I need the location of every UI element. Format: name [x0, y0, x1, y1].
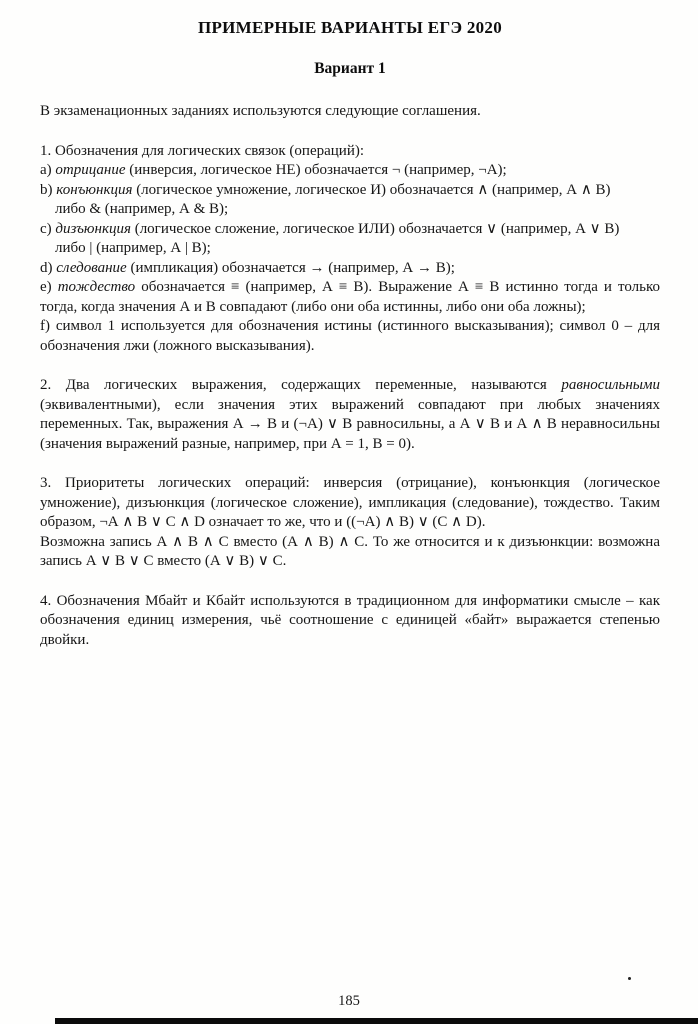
page-title: ПРИМЕРНЫЕ ВАРИАНТЫ ЕГЭ 2020	[197, 18, 503, 37]
paragraph-2-text: (эквивалентными), если значения этих выражений совпадают при любых значениях переменных. Так, выражения А → В и (¬А) ∨ В равносильны, а А ∨ В и А ∧ В неравносильны (значения выражений разные, например, при А = 1, В = 0).	[40, 396, 660, 452]
paragraph-3: 3. Приоритеты логических операций: инверсия (отрицание), конъюнкция (логическое умножение), дизъюнкция (логическое сложение), импликация (следование), тождество. Таким образом, ¬А ∧ В ∨ С ∧ D означает то же, что и ((¬А) ∧ В) ∨ (С ∧ D).	[40, 475, 660, 530]
paragraph-2-prefix: 2. Два логических выражения, содержащих переменные, называются	[40, 377, 562, 393]
paragraph-2	[40, 376, 660, 454]
list-item-b	[40, 181, 660, 220]
scan-artifact-bottom-edge	[55, 1018, 698, 1024]
scan-speck	[628, 977, 631, 980]
paragraph-2-term: равносильными	[561, 377, 660, 393]
list-item-a	[40, 161, 660, 181]
item-b-prefix: b)	[40, 181, 57, 198]
notation-list	[40, 161, 660, 356]
item-a-prefix: a)	[40, 162, 56, 178]
item-e-text: обозначается ≡ (например, А ≡ В). Выражение А ≡ В истинно тогда и только тогда, когда значения А и В совпадают (либо они оба истинны, либо они оба ложны);	[40, 279, 660, 315]
item-e-term: тождество	[57, 279, 136, 295]
paragraph-3-continuation: Возможна запись А ∧ В ∧ С вместо (А ∧ В) ∧ С. То же относится и к дизъюнкции: возможна запись А ∨ В ∨ С вместо (А ∨ В) ∨ С.	[40, 533, 660, 569]
item-c-continuation: либо | (например, А | В);	[55, 240, 211, 256]
intro-paragraph: В экзаменационных заданиях используются следующие соглашения.	[40, 103, 481, 119]
item-d-text: (импликация) обозначается → (например, А → В);	[126, 259, 455, 276]
paragraph-4: 4. Обозначения Мбайт и Кбайт используются в традиционном для информатики смысле – как обозначения единиц измерения, чьё соотношение с единицей «байт» выражается степенью двойки.	[40, 592, 660, 648]
item-b-continuation: либо & (например, А & В);	[55, 201, 229, 217]
list-item-d	[40, 259, 660, 279]
item-c-text: (логическое сложение, логическое ИЛИ) обозначается ∨ (например, А ∨ В)	[130, 220, 620, 237]
section-1-heading: 1. Обозначения для логических связок (операций):	[40, 142, 365, 159]
item-b-term: конъюнкция	[56, 181, 133, 198]
item-d-term: следование	[56, 259, 127, 276]
list-item-c	[40, 220, 660, 259]
variant-heading: Вариант 1	[314, 59, 386, 77]
list-item-f	[40, 317, 660, 356]
page-number: 185	[338, 993, 360, 1009]
item-b-text: (логическое умножение, логическое И) обозначается ∧ (например, А ∧ В)	[132, 181, 611, 198]
item-f-text: f) символ 1 используется для обозначения истины (истинного высказывания); символ 0 – для обозначения лжи (ложного высказывания).	[40, 318, 660, 354]
item-a-text: (инверсия, логическое НЕ) обозначается ¬ (например, ¬А);	[125, 162, 507, 178]
list-item-e	[40, 278, 660, 317]
item-c-term: дизъюнкция	[55, 220, 131, 237]
item-d-prefix: d)	[40, 259, 57, 276]
item-a-term: отрицание	[55, 162, 126, 178]
item-c-prefix: c)	[40, 220, 56, 237]
item-e-prefix: e)	[40, 279, 58, 295]
